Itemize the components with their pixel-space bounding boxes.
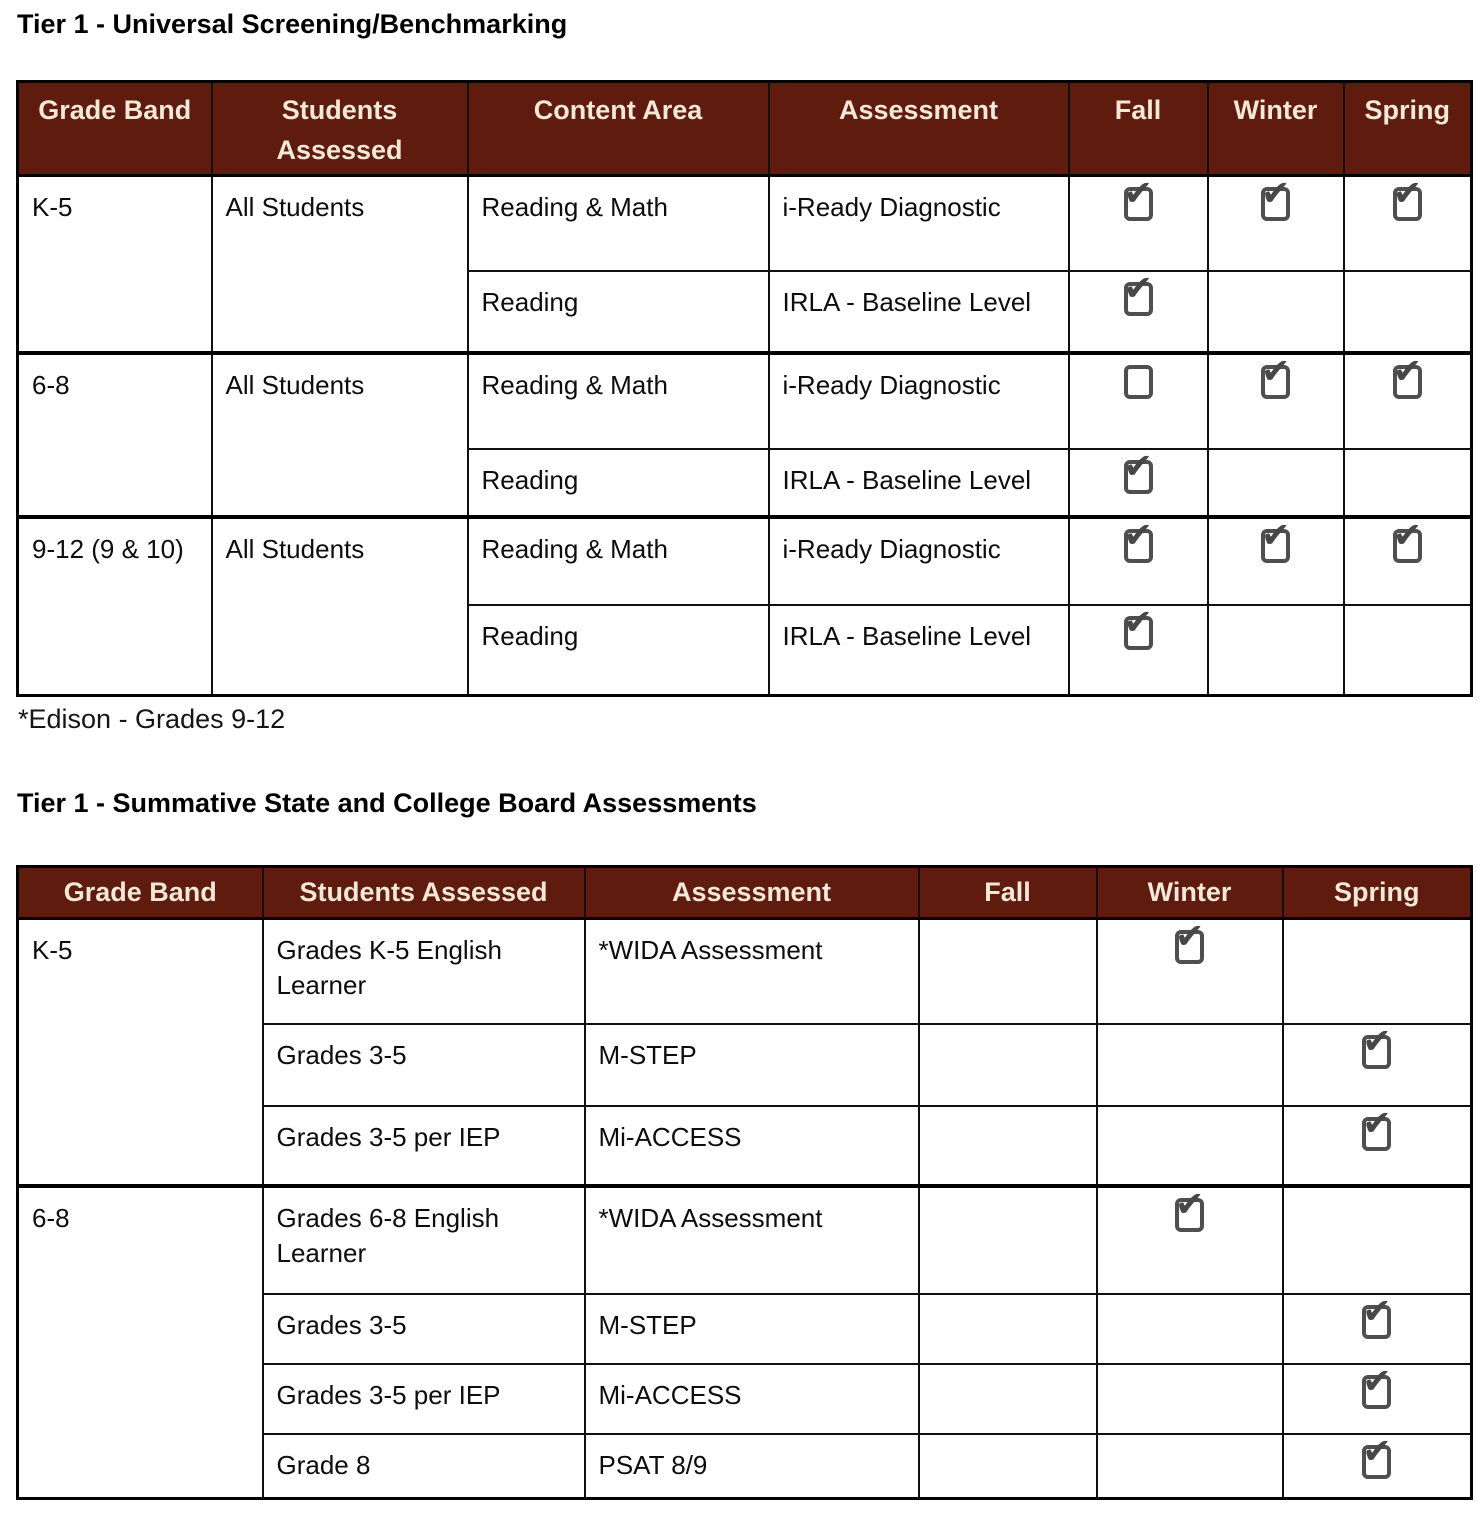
cell-fall <box>919 1024 1097 1106</box>
cell-content-area: Reading & Math <box>468 175 769 271</box>
check-mark-icon: ✔ <box>1261 516 1291 557</box>
section-title-universal-screening: Tier 1 - Universal Screening/Benchmarking <box>17 9 568 39</box>
check-mark-icon: ✔ <box>1392 173 1423 214</box>
cell-spring <box>1283 1106 1472 1186</box>
cell-students-assessed: Grades 3-5 per IEP <box>263 1364 585 1434</box>
cell-assessment: Mi-ACCESS <box>585 1364 919 1434</box>
cell-winter <box>1208 353 1344 449</box>
cell-fall <box>919 1106 1097 1186</box>
cell-assessment: *WIDA Assessment <box>585 1186 919 1294</box>
check-mark-icon: ✔ <box>1123 269 1153 310</box>
cell-spring <box>1283 1294 1472 1364</box>
cell-spring <box>1283 1434 1472 1498</box>
cell-assessment: i-Ready Diagnostic <box>769 175 1069 271</box>
table-row <box>18 1186 1472 1294</box>
cell-assessment: Mi-ACCESS <box>585 1106 919 1186</box>
column-header-winter: Winter <box>1097 867 1283 918</box>
cell-students-assessed: Grades 3-5 <box>263 1024 585 1106</box>
cell-grade-band: K-5 <box>18 918 263 1186</box>
table-header-row <box>18 867 1472 918</box>
checkbox-checked-icon <box>1123 269 1153 316</box>
cell-spring <box>1283 1186 1472 1294</box>
checkbox-checked-icon <box>1123 516 1153 563</box>
cell-fall <box>919 1434 1097 1498</box>
cell-spring <box>1344 175 1472 271</box>
checkbox-checked-icon <box>1123 603 1153 650</box>
check-mark-icon: ✔ <box>1362 1022 1392 1063</box>
cell-fall <box>1069 353 1208 449</box>
cell-spring <box>1344 271 1472 353</box>
checkbox-checked-icon <box>1392 516 1423 563</box>
cell-assessment: PSAT 8/9 <box>585 1434 919 1498</box>
checkbox-checked-icon <box>1261 352 1291 399</box>
cell-students-assessed: Grades 3-5 <box>263 1294 585 1364</box>
checkbox-checked-icon <box>1261 173 1291 221</box>
check-mark-icon: ✔ <box>1261 173 1291 214</box>
cell-spring <box>1344 353 1472 449</box>
checkbox-checked-icon <box>1392 173 1423 221</box>
cell-fall <box>919 1364 1097 1434</box>
universal-screening-table <box>16 80 1473 696</box>
column-header-students-assessed: Students Assessed <box>212 82 468 175</box>
cell-spring <box>1344 517 1472 605</box>
cell-winter <box>1208 517 1344 605</box>
cell-students-assessed: Grades K-5 English Learner <box>263 918 585 1024</box>
table-header-row <box>18 82 1472 175</box>
check-mark-icon: ✔ <box>1123 516 1153 557</box>
cell-fall <box>919 918 1097 1024</box>
column-header-assessment: Assessment <box>769 82 1069 175</box>
column-header-grade-band: Grade Band <box>18 867 263 918</box>
cell-content-area: Reading & Math <box>468 517 769 605</box>
check-mark-icon: ✔ <box>1123 603 1153 644</box>
cell-grade-band: 9-12 (9 & 10) <box>18 517 212 695</box>
cell-spring <box>1283 1024 1472 1106</box>
cell-assessment: i-Ready Diagnostic <box>769 517 1069 605</box>
checkbox-checked-icon <box>1362 1362 1392 1409</box>
cell-assessment: *WIDA Assessment <box>585 918 919 1024</box>
check-mark-icon: ✔ <box>1123 173 1153 214</box>
column-header-assessment: Assessment <box>585 867 919 918</box>
cell-spring <box>1344 449 1472 517</box>
document-page <box>0 8 1478 1521</box>
column-header-fall: Fall <box>1069 82 1208 175</box>
cell-winter <box>1097 918 1283 1024</box>
cell-winter <box>1208 605 1344 695</box>
section-title-summative-assessments: Tier 1 - Summative State and College Board Assessments <box>17 788 757 819</box>
column-header-students-assessed: Students Assessed <box>263 867 585 918</box>
cell-content-area: Reading <box>468 271 769 353</box>
checkbox-checked-icon <box>1175 916 1205 964</box>
checkbox-checked-icon <box>1362 1432 1392 1479</box>
table-row <box>18 918 1472 1024</box>
column-header-spring: Spring <box>1283 867 1472 918</box>
column-header-fall: Fall <box>919 867 1097 918</box>
checkbox-unchecked-icon <box>1124 365 1153 399</box>
cell-content-area: Reading <box>468 605 769 695</box>
cell-winter <box>1097 1294 1283 1364</box>
check-mark-icon: ✔ <box>1392 516 1423 557</box>
cell-winter <box>1208 449 1344 517</box>
checkbox-checked-icon <box>1123 173 1153 221</box>
checkbox-checked-icon <box>1123 447 1153 494</box>
column-header-spring: Spring <box>1344 82 1472 175</box>
cell-fall <box>1069 175 1208 271</box>
cell-fall <box>1069 517 1208 605</box>
check-mark-icon: ✔ <box>1362 1292 1392 1333</box>
cell-winter <box>1097 1024 1283 1106</box>
cell-winter <box>1097 1434 1283 1498</box>
check-mark-icon: ✔ <box>1362 1432 1392 1473</box>
cell-fall <box>1069 271 1208 353</box>
cell-fall <box>919 1186 1097 1294</box>
cell-grade-band: 6-8 <box>18 353 212 517</box>
cell-winter <box>1097 1364 1283 1434</box>
cell-spring <box>1283 918 1472 1024</box>
cell-assessment: IRLA - Baseline Level <box>769 449 1069 517</box>
cell-students-assessed: Grade 8 <box>263 1434 585 1498</box>
column-header-winter: Winter <box>1208 82 1344 175</box>
check-mark-icon: ✔ <box>1362 1104 1392 1145</box>
check-mark-icon: ✔ <box>1175 916 1205 957</box>
cell-spring <box>1344 605 1472 695</box>
cell-grade-band: K-5 <box>18 175 212 353</box>
cell-content-area: Reading <box>468 449 769 517</box>
footnote-edison: *Edison - Grades 9-12 <box>18 703 286 734</box>
checkbox-checked-icon <box>1362 1292 1392 1339</box>
cell-winter <box>1208 175 1344 271</box>
cell-winter <box>1097 1106 1283 1186</box>
cell-winter <box>1097 1186 1283 1294</box>
check-mark-icon: ✔ <box>1392 352 1423 393</box>
summative-assessments-table <box>16 865 1473 1499</box>
column-header-content-area: Content Area <box>468 82 769 175</box>
cell-fall <box>1069 605 1208 695</box>
column-header-grade-band: Grade Band <box>18 82 212 175</box>
check-mark-icon: ✔ <box>1175 1185 1205 1226</box>
cell-content-area: Reading & Math <box>468 353 769 449</box>
cell-winter <box>1208 271 1344 353</box>
cell-students-assessed: Grades 6-8 English Learner <box>263 1186 585 1294</box>
cell-assessment: i-Ready Diagnostic <box>769 353 1069 449</box>
cell-students-assessed: Grades 3-5 per IEP <box>263 1106 585 1186</box>
cell-assessment: IRLA - Baseline Level <box>769 605 1069 695</box>
cell-students-assessed: All Students <box>212 353 468 517</box>
checkbox-checked-icon <box>1175 1185 1205 1232</box>
cell-students-assessed: All Students <box>212 517 468 695</box>
cell-spring <box>1283 1364 1472 1434</box>
table-row <box>18 175 1472 271</box>
cell-assessment: M-STEP <box>585 1024 919 1106</box>
table-row <box>18 517 1472 605</box>
checkbox-checked-icon <box>1392 352 1423 399</box>
cell-fall <box>1069 449 1208 517</box>
checkbox-checked-icon <box>1362 1104 1392 1151</box>
table-row <box>18 353 1472 449</box>
cell-assessment: IRLA - Baseline Level <box>769 271 1069 353</box>
cell-assessment: M-STEP <box>585 1294 919 1364</box>
check-mark-icon: ✔ <box>1123 447 1153 488</box>
check-mark-icon: ✔ <box>1261 352 1291 393</box>
cell-students-assessed: All Students <box>212 175 468 353</box>
cell-grade-band: 6-8 <box>18 1186 263 1498</box>
cell-fall <box>919 1294 1097 1364</box>
check-mark-icon: ✔ <box>1362 1362 1392 1403</box>
checkbox-checked-icon <box>1362 1022 1392 1069</box>
checkbox-checked-icon <box>1261 516 1291 563</box>
